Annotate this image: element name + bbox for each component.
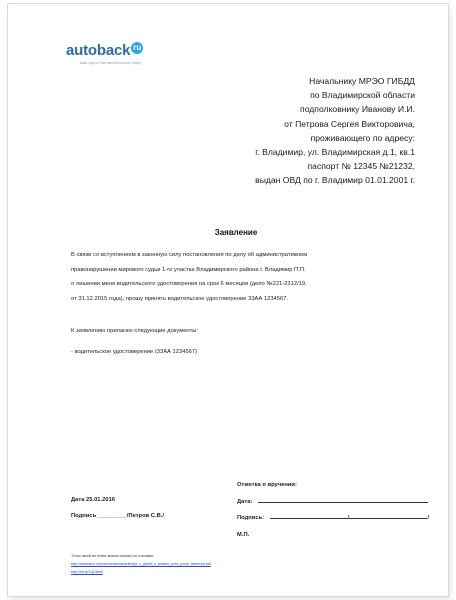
applicant-signature: Подпись _________/Петров С.В./: [71, 513, 165, 519]
attachments-block: [71, 325, 198, 359]
sender-passport-issued: выдан ОВД по г. Владимир 01.01.2001 г.: [255, 175, 415, 186]
addressee-line: Начальнику МРЭО ГИБДД: [309, 76, 415, 86]
receipt-sign-label: Подпись:: [237, 515, 265, 521]
receipt-date-row: [237, 494, 429, 511]
receipt-heading: Отметка о вручении:: [237, 482, 297, 488]
applicant-signature-block: [71, 492, 164, 524]
sender-line: от Петрова Сергея Викторовича,: [284, 118, 415, 129]
body-line: о лишении меня водительского удостоверения на срок 6 месяцев (дело №221-2312/19,: [71, 281, 307, 288]
download-link-pdf[interactable]: http://autoback.ru/documents/zayavleniya_v_gibdd_o_sdache_prav_posle_lisheniya.pdf: [71, 562, 211, 567]
body-line: правонарушении мирового судьи 1-го участка Владимирского района г. Владимир П.П.: [71, 266, 306, 273]
receipt-block: [237, 477, 429, 543]
addressee-block: [155, 74, 415, 188]
download-link-short[interactable]: http://bit.ly/1Qy3bs8: [71, 570, 103, 575]
logo-tagline: ваш гид по автомобильному миру: [80, 61, 142, 65]
sender-address: г. Владимир, ул. Владимирская д.1, кв.1: [255, 147, 415, 158]
addressee-line: по Владимирской области: [310, 90, 415, 101]
receipt-date-underline: [258, 496, 428, 503]
attachments-intro: К заявлению прилагаю следующие документы:: [71, 328, 199, 334]
sender-passport: паспорт № 12345 №21232,: [307, 161, 415, 172]
footer-note: Точно такой же бланк можно скачать по ссылкам:: [71, 554, 154, 558]
body-line: В связи со вступлением в законную силу постановления по делу об административном: [71, 252, 308, 258]
attachment-item: - водительское удостоверение (33АА 1234567): [71, 349, 198, 355]
receipt-sign-underline: [270, 512, 348, 519]
download-footer: [71, 552, 211, 577]
receipt-name-underline: [349, 512, 427, 519]
logo-wordmark: autoback: [66, 42, 131, 59]
document-page: [8, 4, 448, 596]
statement-body: [71, 248, 401, 306]
application-date: Дата 25.01.2016: [71, 497, 116, 503]
document-title: Заявление: [214, 228, 258, 237]
sender-line: проживающего по адресу:: [310, 132, 415, 143]
receipt-stamp-label: М.П.: [237, 531, 250, 538]
addressee-line: подполковнику Иванову И.И.: [300, 104, 415, 115]
receipt-sign-row: Подпись: / /: [237, 510, 429, 527]
autoback-logo: [66, 42, 143, 59]
receipt-date-label: Дата:: [237, 498, 253, 505]
body-line: от 31.12.2015 года), прошу принять водительское удостоверение 33АА 1234567.: [71, 295, 289, 302]
logo-badge-icon: ru: [133, 42, 142, 52]
